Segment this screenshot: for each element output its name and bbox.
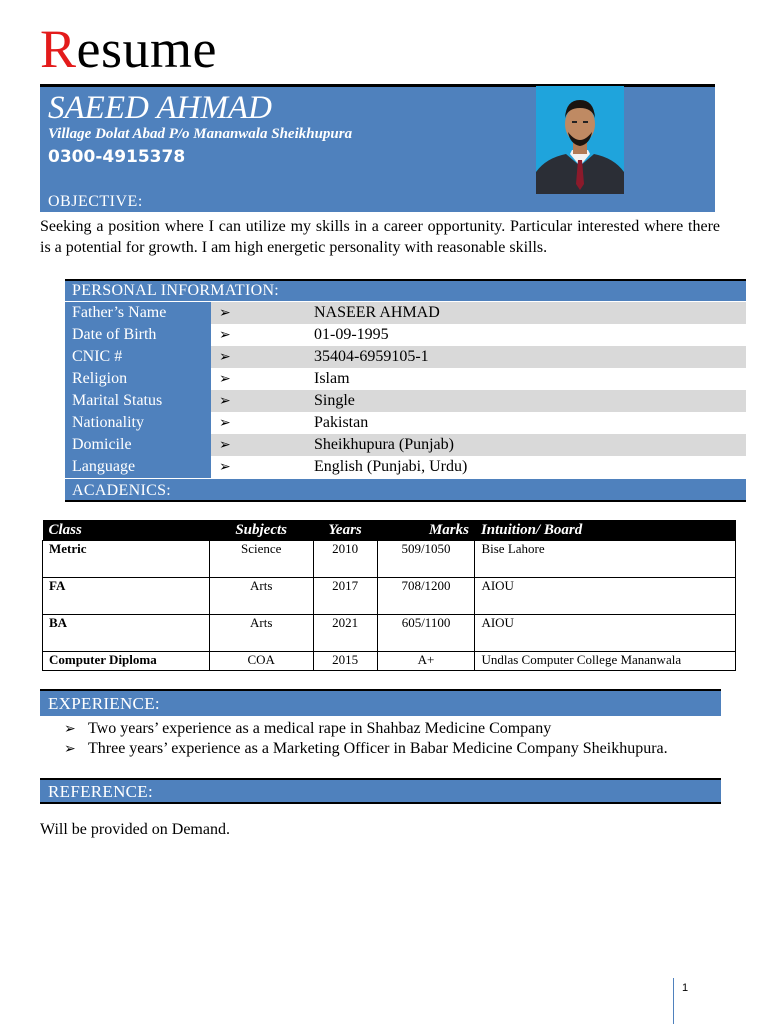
arrow-bullet-icon: ➢ <box>219 393 231 409</box>
personal-row <box>65 434 746 456</box>
table-cell: Bise Lahore <box>475 541 736 578</box>
experience-text: Three years’ experience as a Marketing Officer in Babar Medicine Company Sheikhupura. <box>88 740 668 757</box>
personal-value-cell <box>211 434 746 456</box>
table-cell: AIOU <box>475 578 736 615</box>
personal-row <box>65 390 746 412</box>
personal-row <box>65 456 746 478</box>
academics-header-row <box>43 520 736 541</box>
arrow-bullet-icon: ➢ <box>64 721 76 737</box>
table-cell: Metric <box>43 541 210 578</box>
personal-row <box>65 412 746 434</box>
list-item <box>64 719 704 739</box>
table-cell: COA <box>209 652 313 671</box>
experience-heading: EXPERIENCE: <box>40 689 721 716</box>
personal-row <box>65 302 746 324</box>
candidate-name: SAEED AHMAD <box>48 90 272 126</box>
personal-value-cell <box>211 324 746 346</box>
table-cell: FA <box>43 578 210 615</box>
table-cell: 2015 <box>313 652 377 671</box>
personal-label: Domicile <box>65 434 211 456</box>
table-row <box>43 615 736 652</box>
personal-label: Marital Status <box>65 390 211 412</box>
personal-label: CNIC # <box>65 346 211 368</box>
arrow-bullet-icon: ➢ <box>219 459 231 475</box>
candidate-phone: 0300-4915378 <box>48 147 186 167</box>
personal-value: Single <box>314 392 355 409</box>
academics-heading: ACADENICS: <box>65 479 746 502</box>
table-cell: Arts <box>209 615 313 652</box>
personal-value-cell <box>211 412 746 434</box>
objective-text: Seeking a position where I can utilize my skills in a career opportunity. Particular interested where there is a potential for growth. I am high energetic personality with reasonable skills. <box>40 218 720 256</box>
personal-value: English (Punjabi, Urdu) <box>314 458 468 475</box>
arrow-bullet-icon: ➢ <box>219 349 231 365</box>
personal-label: Language <box>65 456 211 478</box>
arrow-bullet-icon: ➢ <box>219 305 231 321</box>
column-header: Subjects <box>209 520 313 541</box>
table-cell: Computer Diploma <box>43 652 210 671</box>
column-header: Years <box>313 520 377 541</box>
arrow-bullet-icon: ➢ <box>219 415 231 431</box>
arrow-bullet-icon: ➢ <box>219 371 231 387</box>
personal-label: Religion <box>65 368 211 390</box>
personal-value-cell <box>211 456 746 478</box>
personal-label: Nationality <box>65 412 211 434</box>
column-header: Marks <box>377 520 475 541</box>
personal-label: Father’s Name <box>65 302 211 324</box>
arrow-bullet-icon: ➢ <box>64 741 76 757</box>
personal-value-cell <box>211 302 746 324</box>
personal-info-heading: PERSONAL INFORMATION: <box>65 279 746 301</box>
personal-value-cell <box>211 346 746 368</box>
personal-value: 35404-6959105-1 <box>314 348 429 365</box>
table-cell: Science <box>209 541 313 578</box>
personal-value: Sheikhupura (Punjab) <box>314 436 454 453</box>
list-item <box>64 739 704 759</box>
column-header: Class <box>43 520 210 541</box>
title-first-letter: R <box>40 19 77 79</box>
profile-photo <box>536 86 624 194</box>
table-cell: AIOU <box>475 615 736 652</box>
table-row <box>43 578 736 615</box>
table-cell: 2021 <box>313 615 377 652</box>
title-rest: esume <box>76 19 217 79</box>
table-cell: Undlas Computer College Mananwala <box>475 652 736 671</box>
personal-row <box>65 324 746 346</box>
personal-label: Date of Birth <box>65 324 211 346</box>
table-cell: 2017 <box>313 578 377 615</box>
reference-heading: REFERENCE: <box>40 778 721 804</box>
personal-row <box>65 346 746 368</box>
personal-value: 01-09-1995 <box>314 326 389 343</box>
arrow-bullet-icon: ➢ <box>219 327 231 343</box>
table-cell: 2010 <box>313 541 377 578</box>
resume-title <box>40 18 217 80</box>
table-cell: 509/1050 <box>377 541 475 578</box>
personal-value: Islam <box>314 370 350 387</box>
personal-row <box>65 368 746 390</box>
objective-heading: OBJECTIVE: <box>48 193 143 210</box>
table-cell: BA <box>43 615 210 652</box>
column-header: Intuition/ Board <box>475 520 736 541</box>
personal-value: Pakistan <box>314 414 369 431</box>
table-row <box>43 652 736 671</box>
arrow-bullet-icon: ➢ <box>219 437 231 453</box>
personal-value-cell <box>211 368 746 390</box>
page-number: 1 <box>673 978 713 1024</box>
table-row <box>43 541 736 578</box>
experience-text: Two years’ experience as a medical rape in Shahbaz Medicine Company <box>88 720 552 737</box>
academics-table <box>42 520 736 671</box>
table-cell: Arts <box>209 578 313 615</box>
personal-value: NASEER AHMAD <box>314 304 440 321</box>
experience-list <box>64 719 704 759</box>
table-cell: A+ <box>377 652 475 671</box>
table-cell: 708/1200 <box>377 578 475 615</box>
personal-value-cell <box>211 390 746 412</box>
candidate-address: Village Dolat Abad P/o Mananwala Sheikhupura <box>48 126 353 142</box>
reference-text: Will be provided on Demand. <box>40 821 230 838</box>
table-cell: 605/1100 <box>377 615 475 652</box>
